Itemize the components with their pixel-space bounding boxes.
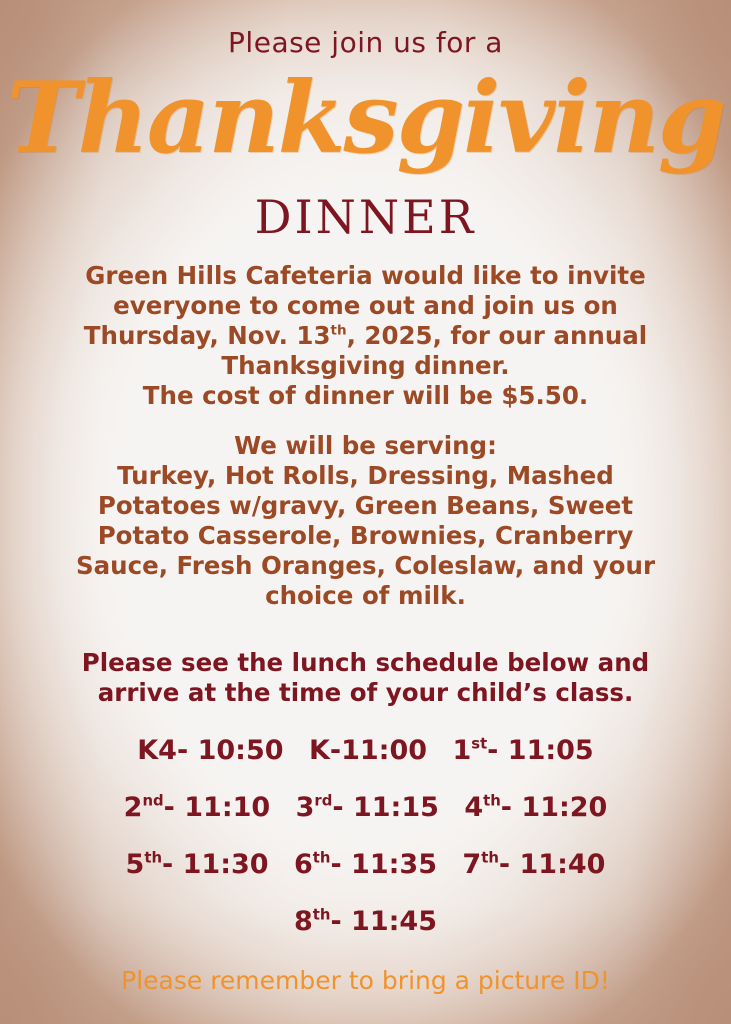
menu-paragraph [30, 431, 701, 611]
grade-ordinal: th [144, 848, 163, 867]
invitation-line: everyone to come out and join us on [113, 291, 618, 320]
grade-label: 6 [293, 849, 313, 880]
schedule-slot [294, 906, 437, 937]
schedule-row [0, 906, 731, 937]
menu-line: choice of milk. [265, 581, 466, 610]
footer-reminder: Please remember to bring a picture ID! [121, 966, 610, 995]
lunch-time: - 10:50 [176, 735, 284, 766]
invitation-line: Green Hills Cafeteria would like to invite [85, 261, 646, 290]
grade-label: K4 [137, 735, 177, 766]
grade-label: 7 [462, 849, 482, 880]
schedule-slot [126, 849, 269, 880]
grade-ordinal: st [471, 734, 488, 753]
schedule-slot [296, 792, 439, 823]
invitation-paragraph [30, 261, 701, 411]
intro-text: Please join us for a [228, 26, 503, 59]
schedule-slot [452, 735, 593, 766]
schedule-row [0, 735, 731, 766]
menu-line: Turkey, Hot Rolls, Dressing, Mashed [117, 461, 614, 490]
menu-line: Sauce, Fresh Oranges, Coleslaw, and your [75, 551, 656, 580]
grade-ordinal: th [481, 848, 499, 867]
grade-ordinal: nd [142, 791, 164, 810]
lunch-time: - 11:45 [330, 906, 438, 937]
lunch-time: -11:00 [329, 735, 428, 766]
lunch-time: - 11:20 [500, 792, 608, 823]
lunch-time: - 11:35 [330, 849, 438, 880]
schedule-slot [294, 849, 437, 880]
grade-label: 5 [125, 849, 145, 880]
schedule-slot [124, 792, 271, 823]
schedule-row [0, 792, 731, 823]
schedule-note-line: Please see the lunch schedule below and [81, 648, 650, 677]
grade-label: K [308, 735, 330, 766]
invitation-date: Thursday, Nov. 13 [83, 321, 331, 350]
schedule-slot [464, 792, 607, 823]
grade-ordinal: th [312, 905, 331, 924]
schedule-note [30, 648, 701, 708]
invitation-line: Thanksgiving dinner. [221, 351, 510, 380]
grade-label: 4 [464, 792, 484, 823]
invitation-date-rest: , 2025, for our annual [346, 321, 648, 350]
flyer-subtitle: DINNER [254, 190, 477, 244]
schedule-slot [462, 849, 605, 880]
menu-line: Potato Casserole, Brownies, Cranberry [97, 521, 634, 550]
lunch-time: - 11:30 [162, 849, 269, 880]
schedule-slot [137, 735, 283, 766]
schedule-row [0, 849, 731, 880]
lunch-time: - 11:15 [332, 792, 439, 823]
cost-line: The cost of dinner will be $5.50. [142, 381, 589, 410]
invitation-date-line [30, 321, 701, 351]
grade-label: 1 [452, 735, 472, 766]
menu-heading: We will be serving: [234, 431, 497, 460]
grade-label: 8 [293, 906, 313, 937]
menu-line: Potatoes w/gravy, Green Beans, Sweet [97, 491, 634, 520]
schedule-slot [309, 735, 427, 766]
date-ordinal: th [330, 322, 347, 339]
grade-ordinal: rd [314, 791, 333, 810]
flyer-title: Thanksgiving [6, 61, 725, 176]
grade-ordinal: th [312, 848, 331, 867]
schedule-note-line: arrive at the time of your child’s class. [97, 678, 634, 707]
grade-label: 2 [123, 792, 143, 823]
lunch-time: - 11:10 [163, 792, 271, 823]
grade-label: 3 [295, 792, 315, 823]
lunch-time: - 11:05 [487, 735, 594, 766]
lunch-time: - 11:40 [498, 849, 606, 880]
grade-ordinal: th [483, 791, 501, 810]
